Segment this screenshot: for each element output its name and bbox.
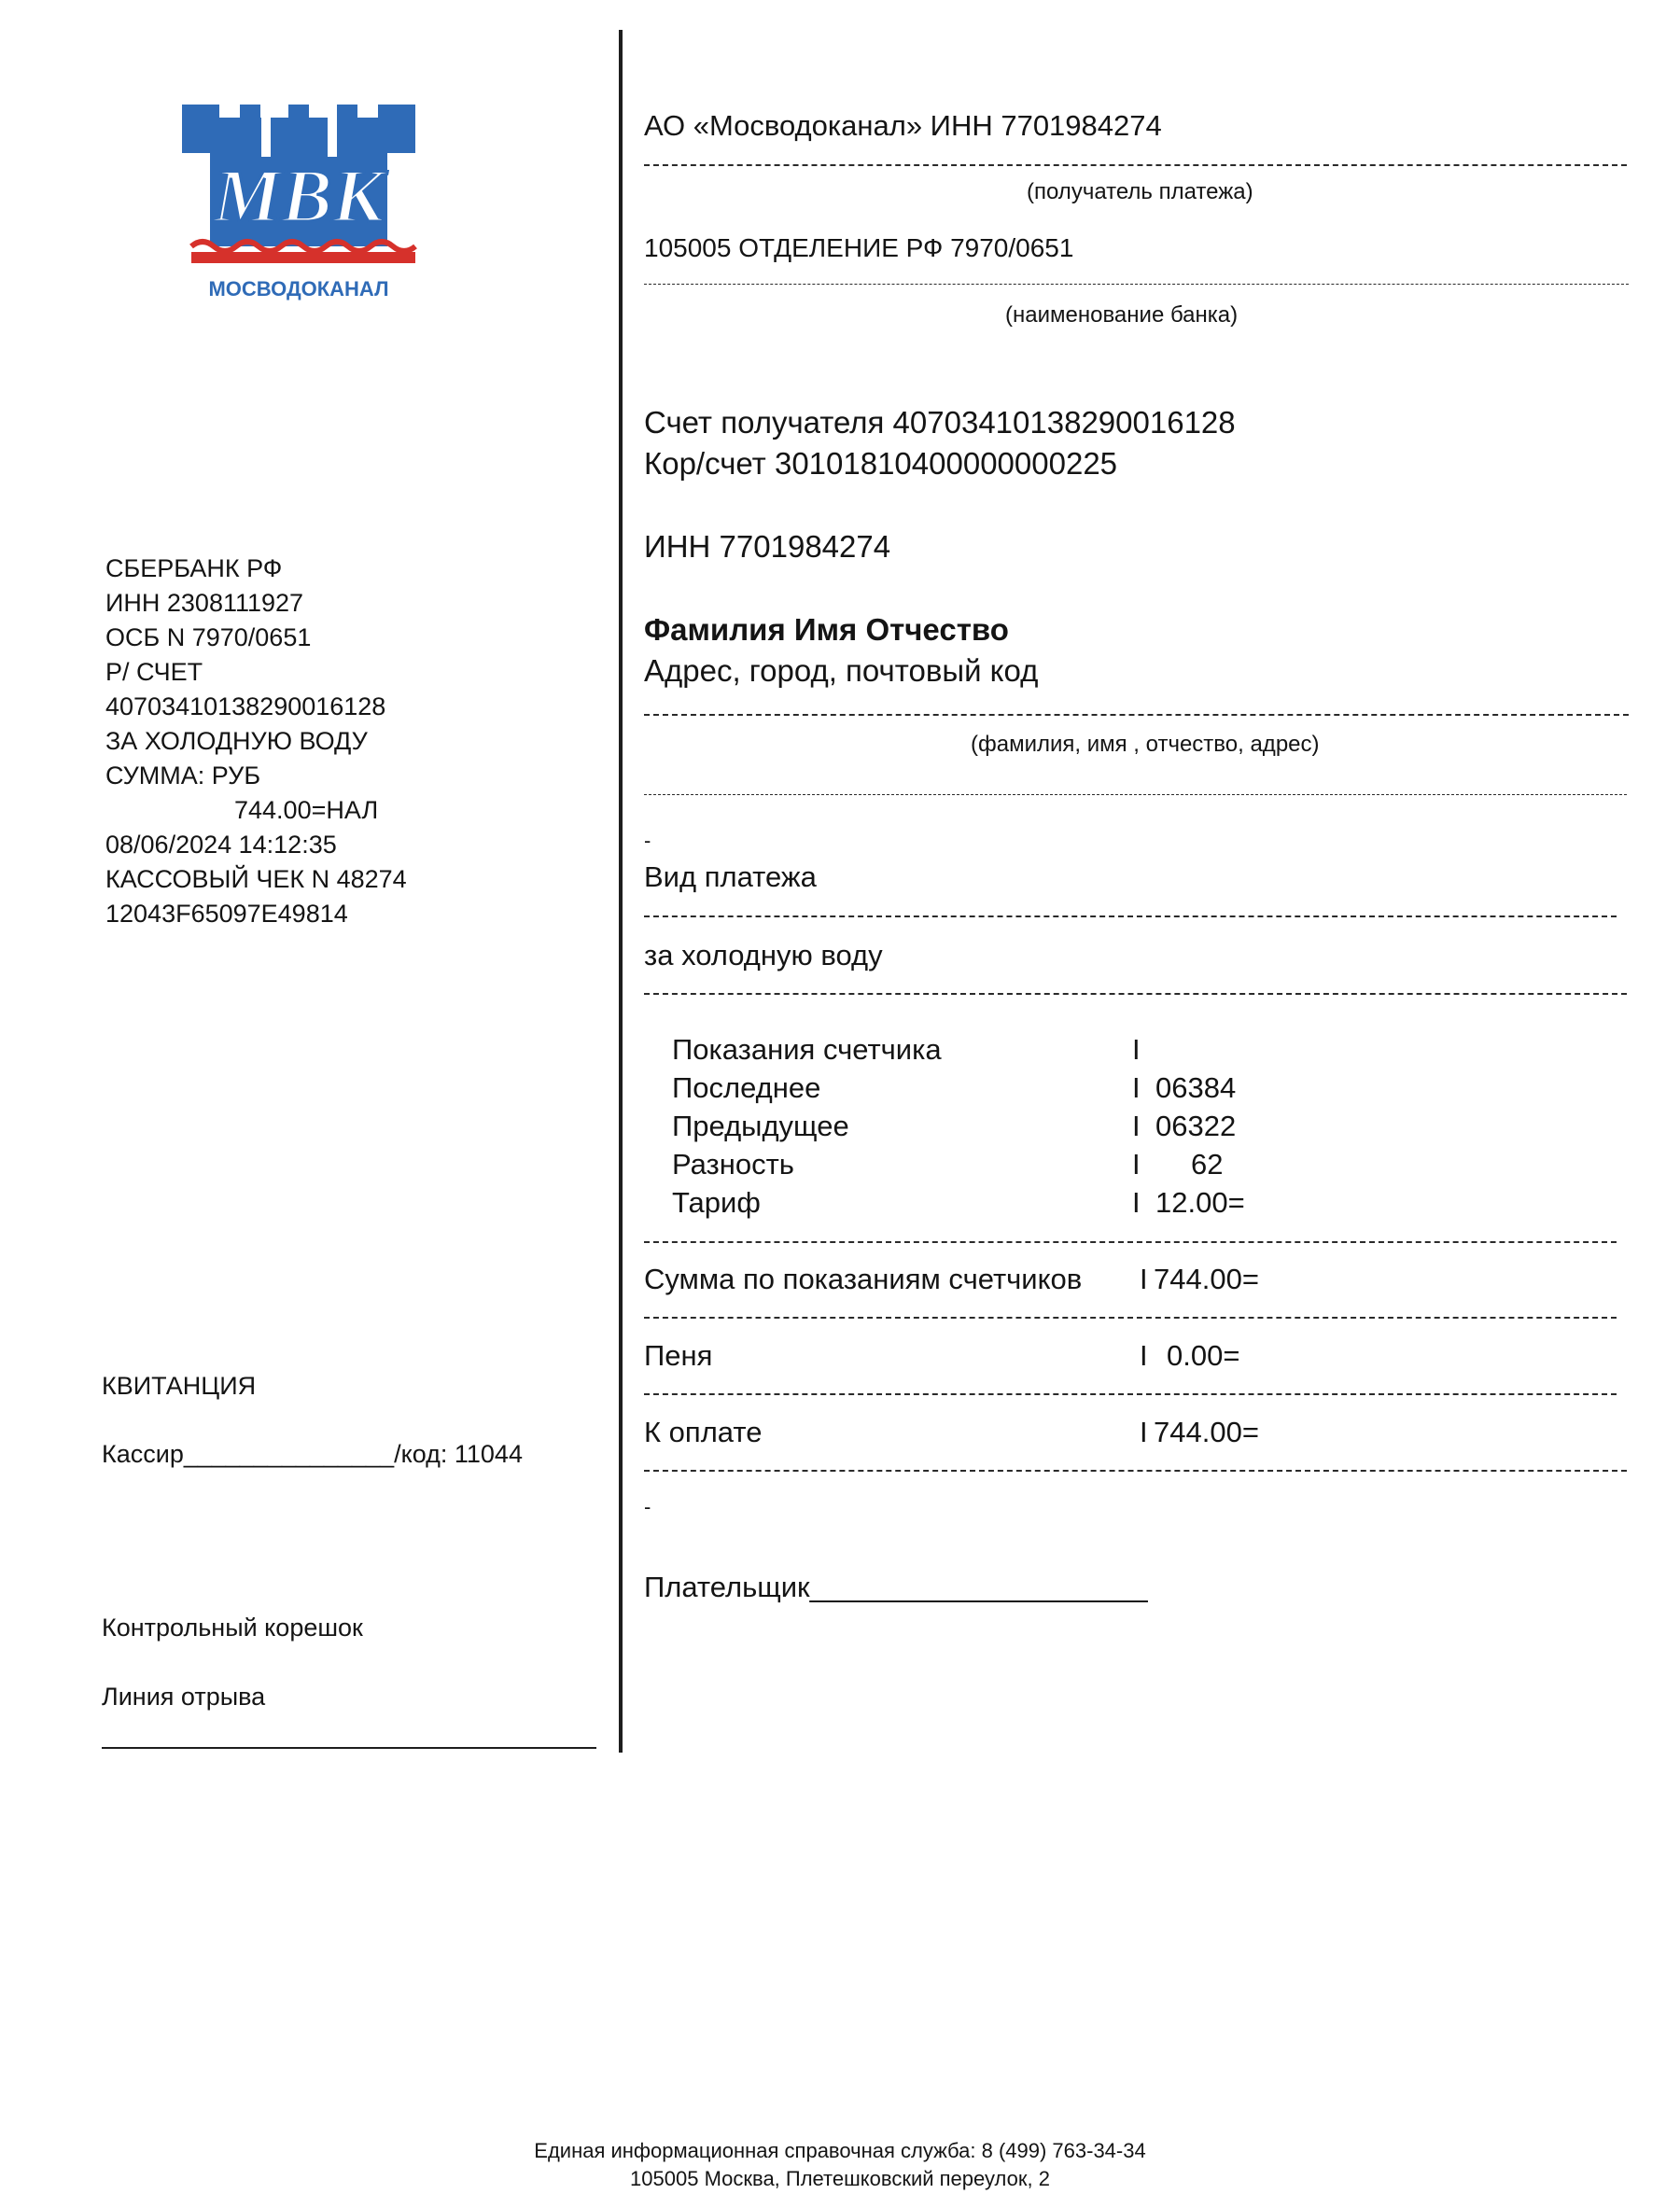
meter-row-value: 12.00= bbox=[1155, 1186, 1245, 1219]
bank-dash bbox=[644, 284, 1629, 285]
logo-emblem-icon bbox=[173, 105, 425, 304]
payment-type-value: за холодную воду bbox=[644, 939, 883, 971]
payee-account: Счет получателя 40703410138290016128 bbox=[644, 405, 1236, 440]
stub-line-check: КАССОВЫЙ ЧЕК N 48274 bbox=[105, 865, 407, 893]
meter-row-bar: I bbox=[1132, 1071, 1141, 1104]
tear-line-label: Линия отрыва bbox=[102, 1683, 266, 1711]
cashier-line: Кассир_______________/код: 11044 bbox=[102, 1440, 523, 1468]
stub-receipt-block bbox=[105, 552, 407, 931]
total-dash-tail: - bbox=[644, 1495, 651, 1518]
payer-dash-2 bbox=[644, 794, 1627, 795]
sum-dash bbox=[644, 1317, 1617, 1319]
meter-row-value: 06322 bbox=[1155, 1110, 1237, 1142]
meter-row-label: Предыдущее bbox=[672, 1110, 849, 1142]
footer-hotline: Единая информационная справочная служба: 8 (499) 763-34-34 bbox=[534, 2139, 1146, 2162]
tear-divider bbox=[619, 30, 623, 1753]
payee-name: АО «Мосводоканал» ИНН 7701984274 bbox=[644, 109, 1162, 142]
payee-dash bbox=[644, 164, 1627, 166]
payer-dash bbox=[644, 714, 1629, 716]
payer-dash-tail: - bbox=[644, 829, 651, 852]
logo-caption: МОСВОДОКАНАЛ bbox=[208, 277, 389, 300]
meter-row-label: Последнее bbox=[672, 1071, 821, 1104]
logo-letters: МВК bbox=[213, 153, 385, 238]
sum-label: Сумма по показаниям счетчиков bbox=[644, 1263, 1083, 1295]
total-value: 744.00= bbox=[1154, 1416, 1259, 1448]
total-bar: I bbox=[1140, 1416, 1148, 1448]
stub-line-datetime: 08/06/2024 14:12:35 bbox=[105, 831, 337, 859]
payment-type-label: Вид платежа bbox=[644, 860, 817, 893]
meter-row-bar: I bbox=[1132, 1148, 1141, 1181]
stub-control-label: Контрольный корешок bbox=[102, 1614, 363, 1642]
stub-line-sum-label: СУММА: РУБ bbox=[105, 762, 261, 790]
kvitancia-label: КВИТАНЦИЯ bbox=[102, 1372, 257, 1400]
payee-inn: ИНН 7701984274 bbox=[644, 529, 891, 564]
penalty-bar: I bbox=[1140, 1339, 1148, 1372]
stub-line-osb: ОСБ N 7970/0651 bbox=[105, 623, 312, 651]
penalty-label: Пеня bbox=[644, 1339, 713, 1372]
footer-address: 105005 Москва, Плетешковский переулок, 2 bbox=[630, 2167, 1050, 2190]
mosvodokanal-logo bbox=[173, 105, 425, 304]
meter-dash bbox=[644, 1241, 1617, 1243]
payment-type-dash-2 bbox=[644, 993, 1627, 995]
meter-row-bar: I bbox=[1132, 1186, 1141, 1219]
tear-line-rule bbox=[102, 1747, 596, 1749]
meter-row-label: Тариф bbox=[672, 1186, 761, 1219]
payer-signature-line: Плательщик_____________________ bbox=[644, 1571, 1148, 1603]
meter-row-bar: I bbox=[1132, 1110, 1141, 1142]
payer-name: Фамилия Имя Отчество bbox=[644, 612, 1009, 647]
stub-line-account: 40703410138290016128 bbox=[105, 692, 386, 720]
penalty-dash bbox=[644, 1393, 1617, 1395]
meter-row-value: 06384 bbox=[1155, 1071, 1237, 1104]
meter-bar: I bbox=[1132, 1033, 1141, 1066]
meter-row-value: 62 bbox=[1191, 1148, 1224, 1181]
bank-caption: (наименование банка) bbox=[1005, 302, 1239, 328]
payee-corr-account: Кор/счет 30101810400000000225 bbox=[644, 446, 1118, 481]
stub-line-inn: ИНН 2308111927 bbox=[105, 589, 304, 617]
stub-line-purpose: ЗА ХОЛОДНУЮ ВОДУ bbox=[105, 727, 368, 755]
meter-row-label: Разность bbox=[672, 1148, 794, 1181]
sum-bar: I bbox=[1140, 1263, 1148, 1295]
payment-type-dash bbox=[644, 915, 1617, 917]
payer-address: Адрес, город, почтовый код bbox=[644, 653, 1039, 688]
bank-name: 105005 ОТДЕЛЕНИЕ РФ 7970/0651 bbox=[644, 233, 1074, 262]
total-dash bbox=[644, 1470, 1627, 1472]
meter-title: Показания счетчика bbox=[672, 1033, 942, 1066]
stub-line-bank: СБЕРБАНК РФ bbox=[105, 554, 283, 582]
stub-line-sum: 744.00=НАЛ bbox=[234, 796, 379, 824]
stub-line-account-label: Р/ СЧЕТ bbox=[105, 658, 203, 686]
penalty-value: 0.00= bbox=[1167, 1339, 1240, 1372]
stub-line-code: 12043F65097E49814 bbox=[105, 900, 348, 928]
sum-value: 744.00= bbox=[1154, 1263, 1259, 1295]
total-label: К оплате bbox=[644, 1416, 763, 1448]
payer-caption: (фамилия, имя , отчество, адрес) bbox=[971, 732, 1320, 757]
payee-caption: (получатель платежа) bbox=[1027, 179, 1253, 204]
